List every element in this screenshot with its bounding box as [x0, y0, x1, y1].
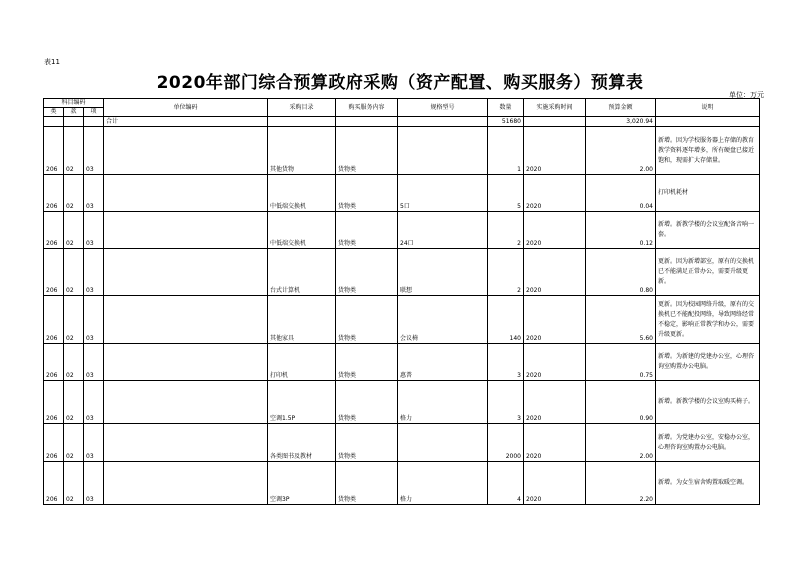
cell-catalog: 各类图书及教材	[268, 424, 336, 462]
cell-time: 2020	[524, 381, 586, 424]
header-amount: 预算金额	[586, 99, 656, 117]
cell-unit-code	[104, 381, 268, 424]
cell-time: 2020	[524, 212, 586, 249]
table-row	[44, 296, 760, 344]
cell-xiang: 03	[84, 175, 104, 212]
cell-service: 货物类	[336, 175, 398, 212]
cell-time: 2020	[524, 424, 586, 462]
header-xiang: 项	[84, 108, 104, 117]
table-row	[44, 462, 760, 505]
cell-kuan: 02	[64, 249, 84, 296]
cell-catalog: 台式计算机	[268, 249, 336, 296]
cell-spec: 会议椅	[398, 296, 488, 344]
cell-amount: 2.20	[586, 462, 656, 505]
cell-note: 新增。为党建办公室，安稳办公室，心理咨询室购置办公电脑。	[656, 424, 760, 462]
table-row	[44, 249, 760, 296]
cell-kuan: 02	[64, 212, 84, 249]
cell-catalog: 空调1.5P	[268, 381, 336, 424]
cell-spec: 5口	[398, 175, 488, 212]
cell-kuan: 02	[64, 344, 84, 381]
page-title: 2020年部门综合预算政府采购（资产配置、购买服务）预算表	[156, 73, 644, 93]
cell-qty: 2	[488, 249, 524, 296]
cell-amount: 0.12	[586, 212, 656, 249]
cell-note: 新增。因为学校服务器上存储的教育教学资料逐年增多，所有硬盘已接近饱和，现需扩大存储量。	[656, 127, 760, 175]
header-unit-code: 单位编码	[104, 99, 268, 117]
table-row	[44, 344, 760, 381]
cell-note: 更新。因为校园网络升级，原有的交换机已不能配投网络，导致网络经常不稳定，影响正常教学和办公，需要升级更新。	[656, 296, 760, 344]
cell-service: 货物类	[336, 127, 398, 175]
cell-lei: 206	[44, 296, 64, 344]
cell-unit-code	[104, 296, 268, 344]
cell-spec	[398, 424, 488, 462]
table-row	[44, 424, 760, 462]
cell-qty: 4	[488, 462, 524, 505]
cell-xiang: 03	[84, 296, 104, 344]
cell-qty: 140	[488, 296, 524, 344]
cell-service: 货物类	[336, 344, 398, 381]
cell-catalog: 中低端交换机	[268, 212, 336, 249]
cell-qty: 5	[488, 175, 524, 212]
header-note: 说明	[656, 99, 760, 117]
header-subject-code: 科目编码	[44, 99, 104, 108]
cell-lei: 206	[44, 462, 64, 505]
cell-amount: 2.00	[586, 127, 656, 175]
header-qty: 数量	[488, 99, 524, 117]
cell-qty: 1	[488, 127, 524, 175]
cell-note: 新增。新教学楼的会议室购买椅子。	[656, 381, 760, 424]
unit-label: 单位：万元	[729, 91, 764, 99]
cell-lei: 206	[44, 127, 64, 175]
cell-spec: 联想	[398, 249, 488, 296]
cell-note: 新增。为女生宿舍购置取暖空调。	[656, 462, 760, 505]
cell-xiang: 03	[84, 424, 104, 462]
cell-qty: 2	[488, 212, 524, 249]
cell-kuan: 02	[64, 381, 84, 424]
cell-kuan: 02	[64, 175, 84, 212]
table-row	[44, 175, 760, 212]
cell-spec: 格力	[398, 381, 488, 424]
cell-catalog: 中低端交换机	[268, 175, 336, 212]
header-time: 实施采购时间	[524, 99, 586, 117]
cell-catalog: 其他货物	[268, 127, 336, 175]
cell-time: 2020	[524, 344, 586, 381]
cell-spec: 惠普	[398, 344, 488, 381]
cell-time: 2020	[524, 249, 586, 296]
cell-amount: 0.75	[586, 344, 656, 381]
cell-qty: 3	[488, 381, 524, 424]
cell-time: 2020	[524, 175, 586, 212]
cell-time: 2020	[524, 127, 586, 175]
cell-spec	[398, 127, 488, 175]
cell-unit-code	[104, 462, 268, 505]
cell-unit-code	[104, 249, 268, 296]
header-catalog: 采购目录	[268, 99, 336, 117]
total-qty: 51680	[488, 117, 524, 127]
cell-amount: 0.90	[586, 381, 656, 424]
cell-unit-code	[104, 212, 268, 249]
cell-amount: 0.04	[586, 175, 656, 212]
cell-service: 货物类	[336, 249, 398, 296]
cell-spec: 格力	[398, 462, 488, 505]
cell-unit-code	[104, 424, 268, 462]
header-service: 购买服务内容	[336, 99, 398, 117]
cell-qty: 3	[488, 344, 524, 381]
cell-service: 货物类	[336, 381, 398, 424]
total-row	[44, 117, 760, 127]
cell-amount: 2.00	[586, 424, 656, 462]
cell-catalog: 空调3P	[268, 462, 336, 505]
cell-note: 打印机耗材	[656, 175, 760, 212]
header-spec: 规格型号	[398, 99, 488, 117]
table-row	[44, 381, 760, 424]
cell-unit-code	[104, 127, 268, 175]
cell-xiang: 03	[84, 381, 104, 424]
header-lei: 类	[44, 108, 64, 117]
cell-time: 2020	[524, 462, 586, 505]
cell-unit-code	[104, 175, 268, 212]
cell-lei: 206	[44, 424, 64, 462]
header-kuan: 款	[64, 108, 84, 117]
cell-lei: 206	[44, 381, 64, 424]
cell-service: 货物类	[336, 462, 398, 505]
total-label: 合计	[104, 117, 268, 127]
cell-kuan: 02	[64, 424, 84, 462]
cell-xiang: 03	[84, 344, 104, 381]
cell-kuan: 02	[64, 127, 84, 175]
cell-service: 货物类	[336, 296, 398, 344]
cell-xiang: 03	[84, 249, 104, 296]
table-row	[44, 212, 760, 249]
cell-note: 新增。为新建的党建办公室，心理咨询室购置办公电脑。	[656, 344, 760, 381]
cell-service: 货物类	[336, 212, 398, 249]
table-row	[44, 127, 760, 175]
cell-spec: 24口	[398, 212, 488, 249]
cell-lei: 206	[44, 175, 64, 212]
cell-time: 2020	[524, 296, 586, 344]
cell-service: 货物类	[336, 424, 398, 462]
cell-note: 更新。因为新增部室，原有的交换机已不能满足正常办公，需要升级更新。	[656, 249, 760, 296]
cell-unit-code	[104, 344, 268, 381]
cell-xiang: 03	[84, 212, 104, 249]
cell-catalog: 其他家具	[268, 296, 336, 344]
procurement-table	[43, 98, 760, 505]
cell-lei: 206	[44, 249, 64, 296]
cell-lei: 206	[44, 212, 64, 249]
cell-lei: 206	[44, 344, 64, 381]
sheet-label: 表11	[44, 58, 60, 66]
cell-kuan: 02	[64, 462, 84, 505]
cell-qty: 2000	[488, 424, 524, 462]
cell-xiang: 03	[84, 462, 104, 505]
cell-catalog: 打印机	[268, 344, 336, 381]
cell-amount: 0.80	[586, 249, 656, 296]
cell-note: 新增。新教学楼的会议室配备音响一套。	[656, 212, 760, 249]
cell-kuan: 02	[64, 296, 84, 344]
total-amount: 3,020.94	[586, 117, 656, 127]
cell-amount: 5.60	[586, 296, 656, 344]
cell-xiang: 03	[84, 127, 104, 175]
